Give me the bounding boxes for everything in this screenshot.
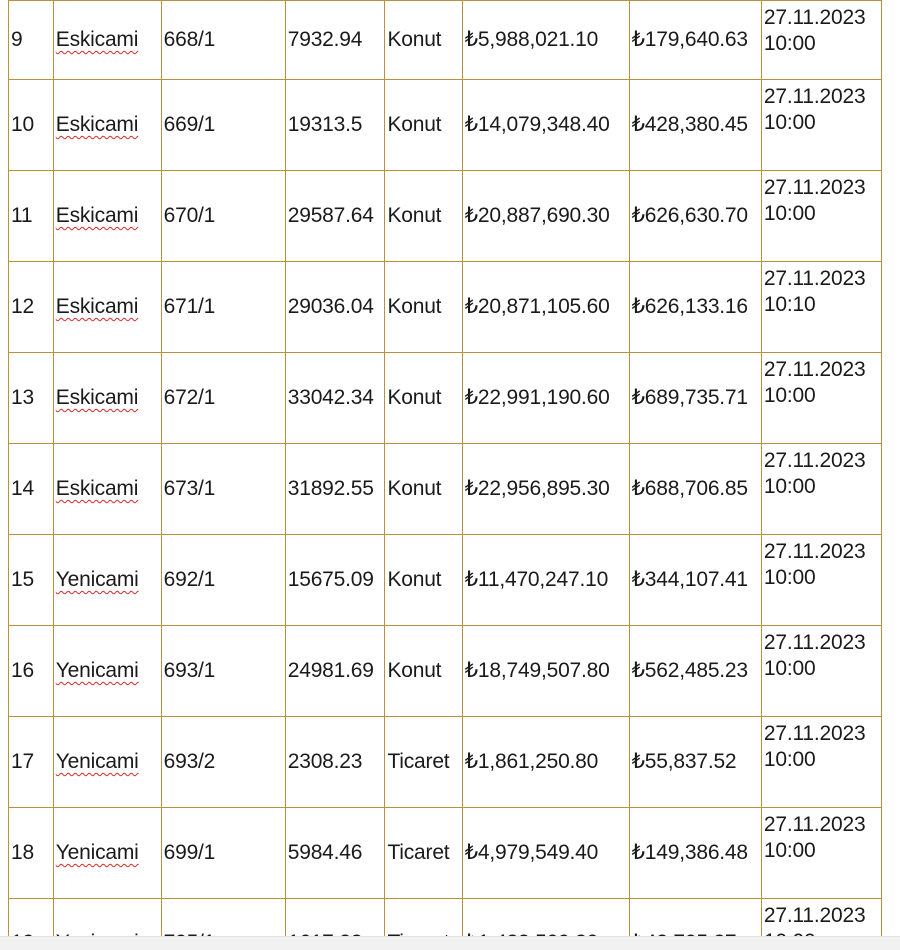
row-number-cell: 12 xyxy=(9,262,54,353)
property-type-cell: Konut xyxy=(385,1,462,80)
parcel-cell: 673/1 xyxy=(161,444,285,535)
property-type-cell: Konut xyxy=(385,262,462,353)
auction-date: 27.11.2023 xyxy=(763,358,866,381)
auction-date: 27.11.2023 xyxy=(763,904,866,927)
estimated-price-cell: ₺22,991,190.60 xyxy=(462,353,629,444)
row-number-cell: 16 xyxy=(9,626,54,717)
table-row xyxy=(9,717,882,808)
parcel-cell: 693/1 xyxy=(161,626,285,717)
parcel-cell: 670/1 xyxy=(161,171,285,262)
property-type-cell: Konut xyxy=(385,444,462,535)
auction-datetime-cell xyxy=(761,444,881,535)
neighborhood-name: Eskicami xyxy=(55,204,139,227)
area-cell: 33042.34 xyxy=(285,353,385,444)
area-cell: 29036.04 xyxy=(285,262,385,353)
neighborhood-name: Yenicami xyxy=(55,750,139,773)
table-row xyxy=(9,353,882,444)
neighborhood-cell xyxy=(53,353,161,444)
area-cell: 2308.23 xyxy=(285,717,385,808)
auction-time: 10:00 xyxy=(763,748,816,771)
estimated-price-cell: ₺20,887,690.30 xyxy=(462,171,629,262)
deposit-cell: ₺149,386.48 xyxy=(629,808,761,899)
auction-datetime-cell xyxy=(761,808,881,899)
neighborhood-name: Eskicami xyxy=(55,28,139,51)
row-number-cell: 9 xyxy=(9,1,54,80)
parcel-cell: 668/1 xyxy=(161,1,285,80)
estimated-price-cell: ₺1,861,250.80 xyxy=(462,717,629,808)
area-cell: 29587.64 xyxy=(285,171,385,262)
area-cell: 7932.94 xyxy=(285,1,385,80)
deposit-cell: ₺689,735.71 xyxy=(629,353,761,444)
neighborhood-name: Yenicami xyxy=(55,568,139,591)
neighborhood-name: Eskicami xyxy=(55,477,139,500)
estimated-price-cell: ₺4,979,549.40 xyxy=(462,808,629,899)
estimated-price-cell: ₺20,871,105.60 xyxy=(462,262,629,353)
row-number-cell: 11 xyxy=(9,171,54,262)
estimated-price-cell: ₺22,956,895.30 xyxy=(462,444,629,535)
auction-date: 27.11.2023 xyxy=(763,6,866,29)
auction-time: 10:00 xyxy=(763,32,816,55)
deposit-cell: ₺688,706.85 xyxy=(629,444,761,535)
deposit-cell: ₺626,630.70 xyxy=(629,171,761,262)
auction-time: 10:00 xyxy=(763,566,816,589)
horizontal-scrollbar[interactable] xyxy=(0,936,900,950)
auction-date: 27.11.2023 xyxy=(763,267,866,290)
neighborhood-cell xyxy=(53,1,161,80)
row-number-cell: 10 xyxy=(9,80,54,171)
row-number-cell: 15 xyxy=(9,535,54,626)
parcel-cell: 692/1 xyxy=(161,535,285,626)
property-type-cell: Konut xyxy=(385,535,462,626)
deposit-cell: ₺626,133.16 xyxy=(629,262,761,353)
auction-datetime-cell xyxy=(761,80,881,171)
estimated-price-cell: ₺14,079,348.40 xyxy=(462,80,629,171)
auction-date: 27.11.2023 xyxy=(763,813,866,836)
property-type-cell: Ticaret xyxy=(385,808,462,899)
auction-time: 10:00 xyxy=(763,657,816,680)
property-type-cell: Konut xyxy=(385,80,462,171)
auction-time: 10:00 xyxy=(763,111,816,134)
neighborhood-cell xyxy=(53,535,161,626)
neighborhood-cell xyxy=(53,717,161,808)
table-row xyxy=(9,171,882,262)
table-row xyxy=(9,444,882,535)
parcel-cell: 699/1 xyxy=(161,808,285,899)
area-cell: 31892.55 xyxy=(285,444,385,535)
auction-table-container xyxy=(8,0,882,950)
auction-time: 10:10 xyxy=(763,293,816,316)
auction-date: 27.11.2023 xyxy=(763,722,866,745)
deposit-cell: ₺55,837.52 xyxy=(629,717,761,808)
estimated-price-cell: ₺5,988,021.10 xyxy=(462,1,629,80)
neighborhood-cell xyxy=(53,808,161,899)
auction-datetime-cell xyxy=(761,353,881,444)
auction-date: 27.11.2023 xyxy=(763,85,866,108)
neighborhood-name: Eskicami xyxy=(55,295,139,318)
deposit-cell: ₺562,485.23 xyxy=(629,626,761,717)
row-number-cell: 18 xyxy=(9,808,54,899)
area-cell: 15675.09 xyxy=(285,535,385,626)
area-cell: 19313.5 xyxy=(285,80,385,171)
auction-time: 10:00 xyxy=(763,202,816,225)
neighborhood-cell xyxy=(53,171,161,262)
row-number-cell: 14 xyxy=(9,444,54,535)
table-body xyxy=(9,1,882,950)
parcel-cell: 672/1 xyxy=(161,353,285,444)
row-number-cell: 13 xyxy=(9,353,54,444)
estimated-price-cell: ₺11,470,247.10 xyxy=(462,535,629,626)
property-type-cell: Ticaret xyxy=(385,717,462,808)
deposit-cell: ₺428,380.45 xyxy=(629,80,761,171)
neighborhood-cell xyxy=(53,262,161,353)
neighborhood-cell xyxy=(53,626,161,717)
auction-datetime-cell xyxy=(761,535,881,626)
table-row xyxy=(9,626,882,717)
auction-date: 27.11.2023 xyxy=(763,176,866,199)
property-type-cell: Konut xyxy=(385,353,462,444)
auction-datetime-cell xyxy=(761,171,881,262)
auction-date: 27.11.2023 xyxy=(763,449,866,472)
auction-time: 10:00 xyxy=(763,475,816,498)
auction-date: 27.11.2023 xyxy=(763,540,866,563)
deposit-cell: ₺344,107.41 xyxy=(629,535,761,626)
auction-date: 27.11.2023 xyxy=(763,631,866,654)
property-type-cell: Konut xyxy=(385,626,462,717)
parcel-cell: 671/1 xyxy=(161,262,285,353)
auction-time: 10:00 xyxy=(763,839,816,862)
neighborhood-name: Yenicami xyxy=(55,659,139,682)
estimated-price-cell: ₺18,749,507.80 xyxy=(462,626,629,717)
neighborhood-cell xyxy=(53,80,161,171)
area-cell: 24981.69 xyxy=(285,626,385,717)
neighborhood-name: Eskicami xyxy=(55,386,139,409)
auction-datetime-cell xyxy=(761,1,881,80)
table-row xyxy=(9,535,882,626)
property-type-cell: Konut xyxy=(385,171,462,262)
neighborhood-name: Eskicami xyxy=(55,113,139,136)
auction-table xyxy=(8,0,882,950)
neighborhood-cell xyxy=(53,444,161,535)
row-number-cell: 17 xyxy=(9,717,54,808)
auction-time: 10:00 xyxy=(763,384,816,407)
parcel-cell: 693/2 xyxy=(161,717,285,808)
parcel-cell: 669/1 xyxy=(161,80,285,171)
table-row xyxy=(9,262,882,353)
auction-datetime-cell xyxy=(761,626,881,717)
deposit-cell: ₺179,640.63 xyxy=(629,1,761,80)
table-row xyxy=(9,1,882,80)
auction-datetime-cell xyxy=(761,717,881,808)
auction-datetime-cell xyxy=(761,262,881,353)
table-row xyxy=(9,80,882,171)
area-cell: 5984.46 xyxy=(285,808,385,899)
neighborhood-name: Yenicami xyxy=(55,841,139,864)
table-row xyxy=(9,808,882,899)
